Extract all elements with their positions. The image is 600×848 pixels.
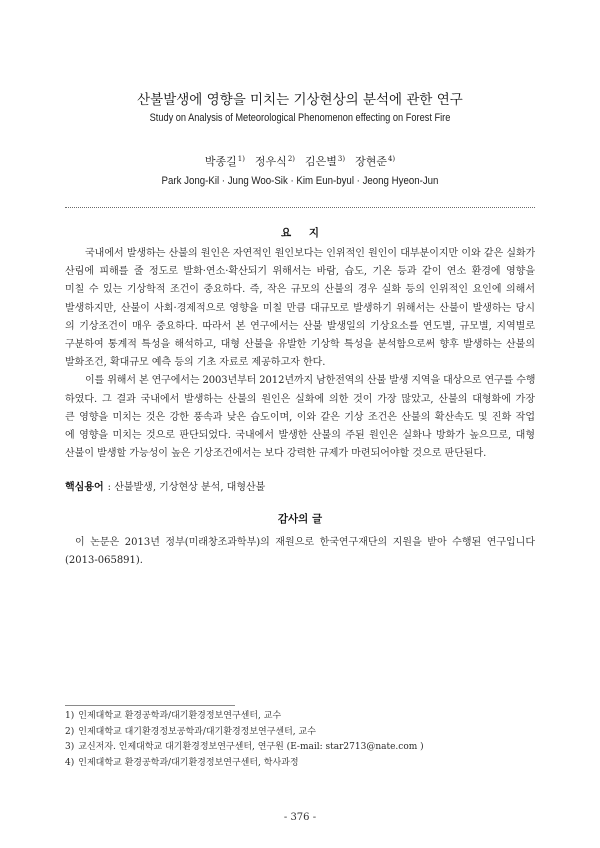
keywords-line bbox=[65, 480, 535, 496]
abstract-line: 의 기상조건이 매우 중요하다. 따라서 본 연구에서는 산불 발생일의 기상요소를 연도별, 규모별, 지역별로 bbox=[65, 320, 535, 332]
keywords-label: 핵심용어 bbox=[65, 482, 104, 493]
author-list-english: Park Jong-Kil · Jung Woo-Sik · Kim Eun-byul · Jeong Hyeon-Jun bbox=[161, 175, 439, 187]
author-name: 김은별 bbox=[305, 155, 337, 168]
author-footnote-mark: 2) bbox=[287, 155, 295, 163]
abstract-line: 큰 영향을 미치는 것은 강한 풍속과 낮은 습도이며, 이와 같은 기상 조건은 산불의 확산속도 및 진화 작업 bbox=[65, 411, 535, 423]
footnote-list bbox=[65, 709, 535, 771]
paper-subtitle-english: Study on Analysis of Meteorological Phenomenon effecting on Forest Fire bbox=[149, 112, 451, 124]
footnote-text: 인제대학교 대기환경정보공학과/대기환경정보연구센터, 교수 bbox=[78, 726, 316, 737]
dotted-divider bbox=[65, 207, 535, 208]
keywords-text: : 산불발생, 기상현상 분석, 대형산불 bbox=[107, 482, 266, 493]
footnote-text: 교신저자. 인제대학교 대기환경정보연구센터, 연구원 (E-mail: star2713@nate.com ) bbox=[78, 742, 424, 752]
footnote bbox=[65, 709, 535, 725]
footnote-mark: 3) bbox=[65, 742, 75, 752]
abstract-heading: 요 지 bbox=[281, 227, 319, 239]
footnote bbox=[65, 725, 535, 741]
abstract-paragraph bbox=[65, 245, 535, 372]
acknowledgment-body bbox=[65, 534, 535, 570]
acknowledgment-line: (2013-065891). bbox=[65, 555, 143, 567]
acknowledgment-heading: 감사의 글 bbox=[277, 513, 323, 525]
page-number: - 376 - bbox=[283, 812, 317, 823]
paper-title: 산불발생에 영향을 미치는 기상현상의 분석에 관한 연구 bbox=[137, 92, 463, 108]
footnote-mark: 2) bbox=[65, 726, 75, 737]
author-name: 박종길 bbox=[204, 155, 237, 168]
abstract-line: 구분하여 통계적 특성을 해석하고, 대형 산불을 유발한 기상학 특성을 분석함으로써 향후 발생하는 산불의 bbox=[65, 338, 535, 350]
abstract-line: 발생하지만, 산불이 사회·경제적으로 영향을 미칠 만큼 대규모로 발생하기 위해서는 산불이 발생하는 당시 bbox=[65, 302, 535, 314]
abstract-line: 하였다. 그 결과 국내에서 발생하는 산불의 원인은 실화에 의한 것이 가장 많았고, 산불의 대형화에 가장 bbox=[65, 393, 535, 405]
author-list-korean bbox=[0, 154, 600, 170]
abstract-paragraph bbox=[65, 372, 535, 463]
footnote bbox=[65, 756, 535, 772]
author-footnote-mark: 4) bbox=[387, 155, 396, 163]
author bbox=[305, 154, 345, 170]
author-name: 장현준 bbox=[355, 155, 387, 168]
abstract-line: 에 영향을 미치는 것으로 판단되었다. 국내에서 발생한 산불의 주된 원인은 실화나 방화가 높으므로, 대형 bbox=[65, 429, 535, 441]
author-footnote-mark: 3) bbox=[337, 155, 346, 163]
abstract-line: 산불이 발생할 가능성이 높은 기상조건에서는 보다 강력한 규제가 마련되어야할 것으로 판단된다. bbox=[65, 448, 487, 460]
author-footnote-mark: 1) bbox=[237, 155, 245, 163]
footnote-divider bbox=[65, 705, 235, 706]
footnote-text: 인제대학교 환경공학과/대기환경정보연구센터, 교수 bbox=[78, 711, 282, 721]
abstract-body bbox=[65, 245, 535, 463]
abstract-line: 산림에 피해를 줄 정도로 발화·연소·확산되기 위해서는 바람, 습도, 기온 등과 같이 연소 환경에 영향을 bbox=[65, 266, 535, 278]
abstract-line: 국내에서 발생하는 산불의 원인은 자연적인 원인보다는 인위적인 원인이 대부분이지만 이와 같은 실화가 bbox=[85, 248, 535, 259]
author-name: 정우식 bbox=[254, 155, 287, 168]
abstract-line: 발화조건, 확대규모 예측 등의 기초 자료로 제공하고자 한다. bbox=[65, 357, 326, 369]
footnote-text: 인제대학교 환경공학과/대기환경정보연구센터, 학사과정 bbox=[78, 757, 299, 768]
abstract-line: 미칠 수 있는 기상학적 조건이 중요하다. 즉, 작은 규모의 산불의 경우 실화 등의 인위적인 요인에 의해서 bbox=[65, 284, 535, 296]
footnote-mark: 4) bbox=[65, 757, 75, 768]
author bbox=[255, 154, 295, 170]
footnote bbox=[65, 740, 535, 756]
author bbox=[205, 154, 245, 170]
footnote-mark: 1) bbox=[65, 711, 75, 721]
author bbox=[355, 154, 395, 170]
acknowledgment-line: 이 논문은 2013년 정부(미래창조과학부)의 재원으로 한국연구재단의 지원을 받아 수행된 연구입니다 bbox=[75, 537, 535, 548]
abstract-line: 이를 위해서 본 연구에서는 2003년부터 2012년까지 남한전역의 산불 발생 지역을 대상으로 연구를 수행 bbox=[85, 375, 535, 387]
